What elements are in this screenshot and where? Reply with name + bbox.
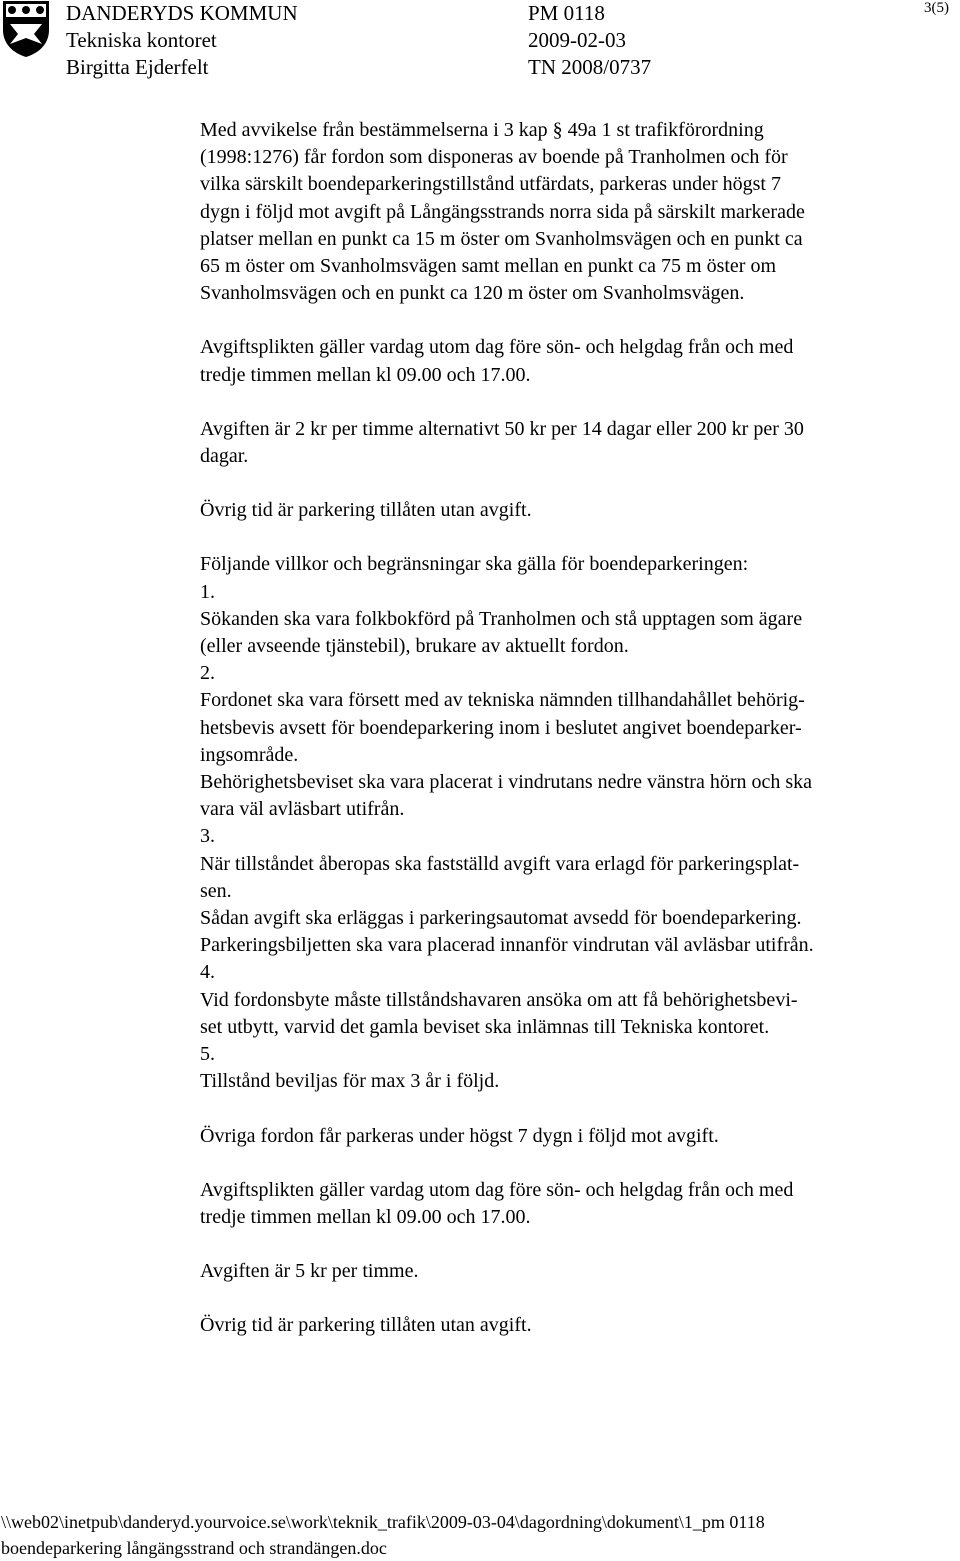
author-name: Birgitta Ejderfelt xyxy=(66,55,209,79)
text-line: Sökanden ska vara folkbokförd på Tranholmen och stå upptagen som ägare xyxy=(200,607,803,630)
text-line: Avgiften är 2 kr per timme alternativt 50 kr per 14 dagar eller 200 kr per 30 xyxy=(200,417,804,440)
text-line: Avgiftsplikten gäller vardag utom dag före sön- och helgdag från och med xyxy=(200,336,794,359)
list-number: 1. xyxy=(200,580,215,603)
text-line: Med avvikelse från bestämmelserna i 3 kap § 49a 1 st trafikförordning xyxy=(200,119,764,141)
text-line: set utbytt, varvid det gamla beviset ska inlämnas till Tekniska kontoret. xyxy=(200,1015,770,1038)
text-line: dygn i följd mot avgift på Långängsstrands norra sida på särskilt markerade xyxy=(200,200,805,223)
page-number: 3(5) xyxy=(924,0,949,16)
text-line: Fordonet ska vara försett med av tekniska nämnden tillhandahållet behörig- xyxy=(200,689,805,712)
doc-reference: TN 2008/0737 xyxy=(528,55,652,79)
text-line: 65 m öster om Svanholmsvägen samt mellan en punkt ca 75 m öster om xyxy=(200,255,777,278)
document-body xyxy=(200,117,940,1340)
footer-filename: boendeparkering långängsstrand och strandängen.doc xyxy=(1,1538,387,1558)
paragraph-free-parking-2: Övrig tid är parkering tillåten utan avgift. xyxy=(200,1314,532,1337)
text-line: (eller avseende tjänstebil), brukare av aktuellt fordon. xyxy=(200,635,629,658)
list-number: 3. xyxy=(200,825,215,848)
municipal-coat-of-arms-icon xyxy=(2,0,50,58)
paragraph-fee-obligation xyxy=(200,334,940,388)
doc-date: 2009-02-03 xyxy=(528,28,626,52)
text-line: vara väl avläsbart utifrån. xyxy=(200,798,405,821)
text-line: Vid fordonsbyte måste tillståndshavaren ansöka om att få behörighetsbevi- xyxy=(200,988,798,1011)
text-line: Parkeringsbiljetten ska vara placerad innanför vindrutan väl avläsbar utifrån. xyxy=(200,934,814,957)
text-line: Tillstånd beviljas för max 3 år i följd. xyxy=(200,1070,500,1093)
conditions-list xyxy=(200,551,940,1095)
text-line: När tillståndet åberopas ska fastställd avgift vara erlagd för parkeringsplat- xyxy=(200,852,800,875)
text-line: tredje timmen mellan kl 09.00 och 17.00. xyxy=(200,363,531,386)
list-number: 2. xyxy=(200,662,215,685)
text-line: tredje timmen mellan kl 09.00 och 17.00. xyxy=(200,1205,531,1228)
text-line: hetsbevis avsett för boendeparkering inom i beslutet angivet boendeparker- xyxy=(200,716,802,739)
text-line: dagar. xyxy=(200,445,249,468)
text-line: Svanholmsvägen och en punkt ca 120 m öster om Svanholmsvägen. xyxy=(200,282,745,305)
text-line: Behörighetsbeviset ska vara placerat i vindrutans nedre vänstra hörn och ska xyxy=(200,771,813,794)
org-name: DANDERYDS KOMMUN xyxy=(66,1,298,25)
text-line: Följande villkor och begränsningar ska gälla för boendeparkeringen: xyxy=(200,553,749,576)
paragraph-exception xyxy=(200,117,940,307)
text-line: sen. xyxy=(200,879,232,902)
paragraph-fee-rate-2: Avgiften är 5 kr per timme. xyxy=(200,1260,419,1283)
text-line: vilka särskilt boendeparkeringstillstånd utfärdats, parkeras under högst 7 xyxy=(200,173,781,196)
text-line: ingsområde. xyxy=(200,743,299,766)
list-number: 5. xyxy=(200,1043,215,1066)
text-line: Avgiftsplikten gäller vardag utom dag före sön- och helgdag från och med xyxy=(200,1178,794,1201)
office-name: Tekniska kontoret xyxy=(66,28,217,52)
text-line: (1998:1276) får fordon som disponeras av boende på Tranholmen och för xyxy=(200,146,788,169)
footer xyxy=(1,1509,765,1561)
paragraph-fee-obligation-2 xyxy=(200,1177,940,1231)
text-line: Sådan avgift ska erläggas i parkeringsautomat avsedd för boendeparkering. xyxy=(200,907,802,930)
footer-path: \\web02\inetpub\danderyd.yourvoice.se\work\teknik_trafik\2009-03-04\dagordning\dokument\1_pm 0118 xyxy=(1,1512,765,1532)
text-line: platser mellan en punkt ca 15 m öster om Svanholmsvägen och en punkt ca xyxy=(200,227,803,250)
paragraph-free-parking: Övrig tid är parkering tillåten utan avgift. xyxy=(200,499,532,522)
paragraph-fee-rates xyxy=(200,416,940,470)
doc-id: PM 0118 xyxy=(528,1,605,25)
list-number: 4. xyxy=(200,961,215,984)
paragraph-other-vehicles: Övriga fordon får parkeras under högst 7 dygn i följd mot avgift. xyxy=(200,1124,719,1147)
